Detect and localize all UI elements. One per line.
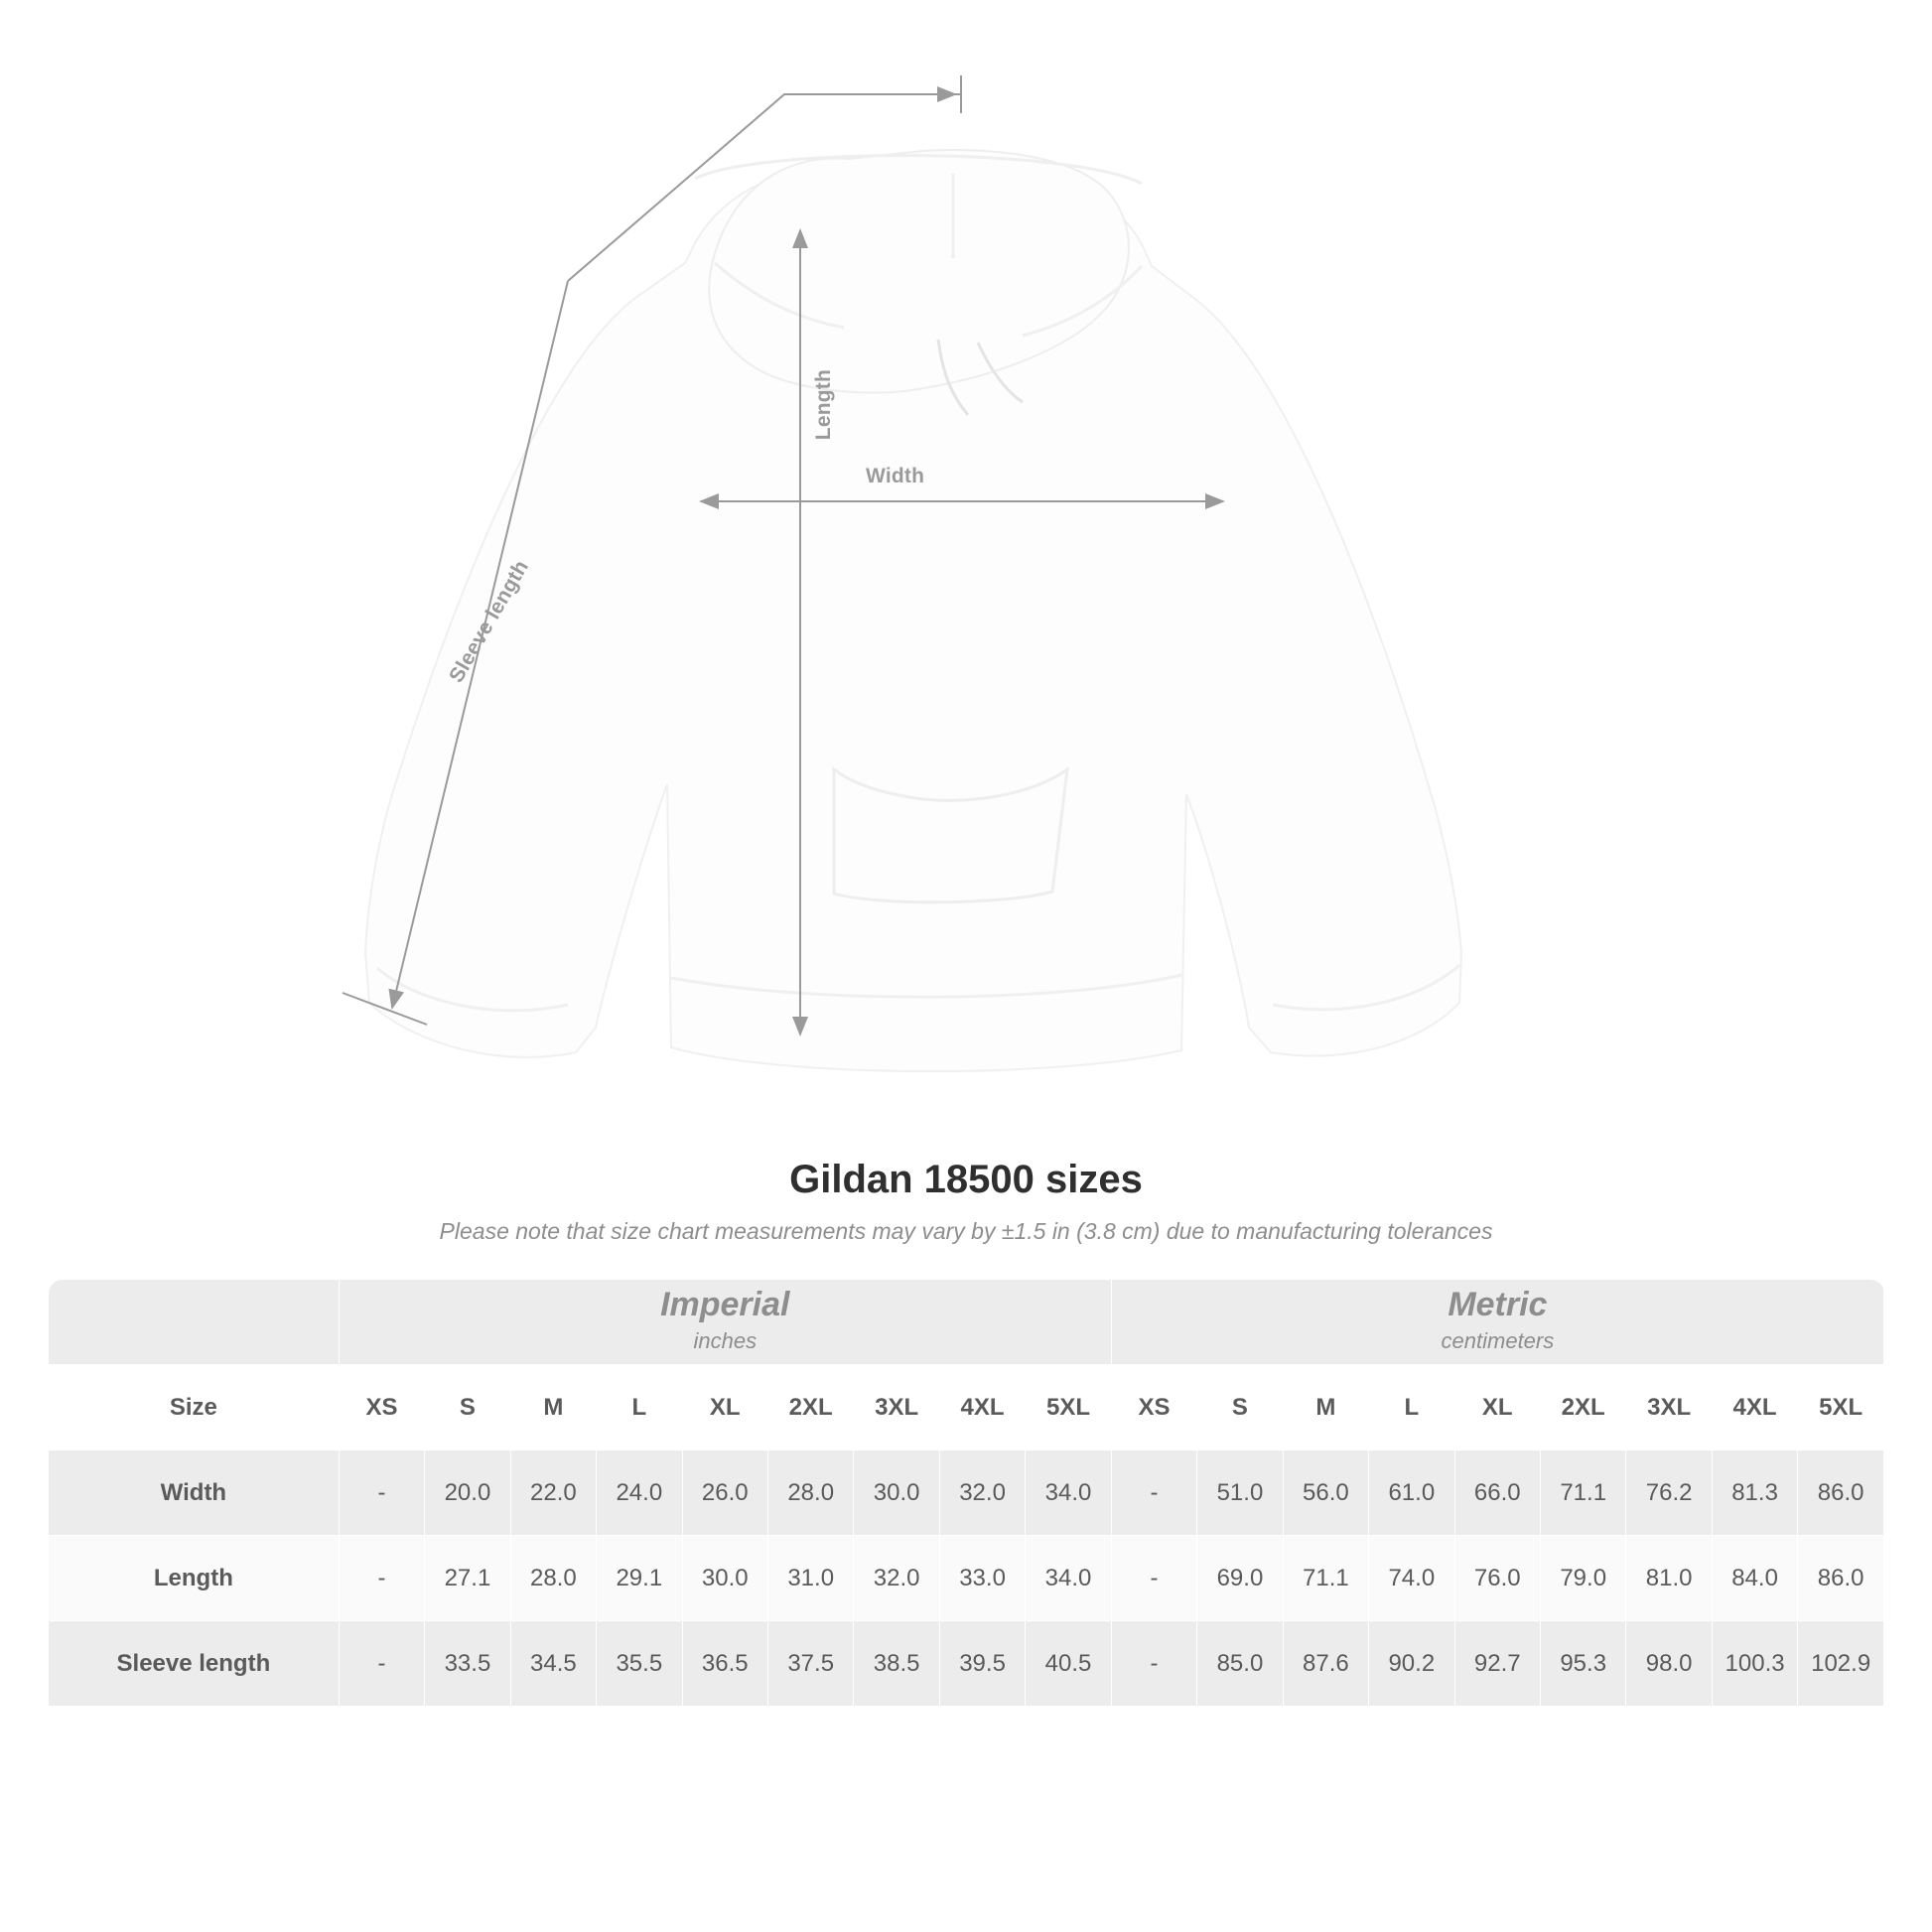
size-col-metric-5: 2XL: [1540, 1365, 1625, 1450]
cell-width-imperial-3: 24.0: [597, 1450, 682, 1536]
cell-width-metric-4: 66.0: [1454, 1450, 1540, 1536]
cell-width-imperial-1: 20.0: [425, 1450, 510, 1536]
cell-width-metric-3: 61.0: [1369, 1450, 1454, 1536]
cell-sleeve-imperial-1: 33.5: [425, 1621, 510, 1707]
hoodie-shape: [365, 150, 1461, 1071]
cell-width-metric-1: 51.0: [1197, 1450, 1283, 1536]
cell-sleeve-imperial-4: 36.5: [682, 1621, 767, 1707]
imperial-name: Imperial: [660, 1286, 790, 1324]
cell-width-imperial-5: 28.0: [767, 1450, 853, 1536]
size-col-imperial-2: M: [510, 1365, 596, 1450]
cell-length-metric-0: -: [1111, 1536, 1196, 1621]
row-label-sleeve-length: Sleeve length: [49, 1621, 340, 1707]
cell-width-imperial-4: 26.0: [682, 1450, 767, 1536]
cell-length-imperial-1: 27.1: [425, 1536, 510, 1621]
size-table: [48, 1279, 1884, 1707]
table-row: [49, 1450, 1884, 1536]
cell-width-metric-6: 76.2: [1626, 1450, 1712, 1536]
size-header-row: [49, 1365, 1884, 1450]
size-col-metric-8: 5XL: [1798, 1365, 1884, 1450]
cell-length-imperial-4: 30.0: [682, 1536, 767, 1621]
size-table-wrapper: [48, 1279, 1884, 1707]
length-label: Length: [812, 369, 835, 441]
cell-length-metric-6: 81.0: [1626, 1536, 1712, 1621]
title-block: [0, 1158, 1932, 1245]
size-col-metric-1: S: [1197, 1365, 1283, 1450]
cell-width-imperial-0: -: [339, 1450, 424, 1536]
size-col-metric-4: XL: [1454, 1365, 1540, 1450]
cell-width-metric-5: 71.1: [1540, 1450, 1625, 1536]
cell-sleeve-metric-7: 100.3: [1712, 1621, 1797, 1707]
size-col-imperial-3: L: [597, 1365, 682, 1450]
cell-length-metric-3: 74.0: [1369, 1536, 1454, 1621]
size-label: Size: [49, 1365, 340, 1450]
cell-length-imperial-3: 29.1: [597, 1536, 682, 1621]
cell-sleeve-imperial-2: 34.5: [510, 1621, 596, 1707]
size-col-imperial-0: XS: [339, 1365, 424, 1450]
size-col-metric-0: XS: [1111, 1365, 1196, 1450]
cell-length-metric-1: 69.0: [1197, 1536, 1283, 1621]
cell-length-imperial-8: 34.0: [1026, 1536, 1112, 1621]
size-col-imperial-6: 3XL: [854, 1365, 939, 1450]
cell-sleeve-metric-2: 87.6: [1283, 1621, 1368, 1707]
imperial-sub: inches: [693, 1327, 758, 1353]
cell-width-metric-0: -: [1111, 1450, 1196, 1536]
size-col-metric-7: 4XL: [1712, 1365, 1797, 1450]
cell-length-imperial-7: 33.0: [939, 1536, 1025, 1621]
cell-sleeve-metric-3: 90.2: [1369, 1621, 1454, 1707]
cell-length-metric-5: 79.0: [1540, 1536, 1625, 1621]
cell-width-metric-7: 81.3: [1712, 1450, 1797, 1536]
size-col-imperial-4: XL: [682, 1365, 767, 1450]
table-row: [49, 1621, 1884, 1707]
width-label: Width: [866, 465, 925, 487]
cell-sleeve-imperial-6: 38.5: [854, 1621, 939, 1707]
cell-width-imperial-2: 22.0: [510, 1450, 596, 1536]
cell-length-metric-7: 84.0: [1712, 1536, 1797, 1621]
size-col-imperial-1: S: [425, 1365, 510, 1450]
metric-sub: centimeters: [1441, 1327, 1555, 1353]
cell-width-imperial-6: 30.0: [854, 1450, 939, 1536]
size-col-imperial-5: 2XL: [767, 1365, 853, 1450]
unit-header-row: [49, 1280, 1884, 1365]
cell-sleeve-metric-6: 98.0: [1626, 1621, 1712, 1707]
metric-header: [1111, 1280, 1883, 1365]
cell-width-imperial-8: 34.0: [1026, 1450, 1112, 1536]
cell-sleeve-metric-5: 95.3: [1540, 1621, 1625, 1707]
size-col-metric-6: 3XL: [1626, 1365, 1712, 1450]
tolerance-note: Please note that size chart measurements may vary by ±1.5 in (3.8 cm) due to manufacturing tolerances: [439, 1218, 1493, 1244]
imperial-header: [339, 1280, 1111, 1365]
cell-width-metric-2: 56.0: [1283, 1450, 1368, 1536]
cell-sleeve-metric-8: 102.9: [1798, 1621, 1884, 1707]
cell-length-imperial-5: 31.0: [767, 1536, 853, 1621]
cell-sleeve-imperial-8: 40.5: [1026, 1621, 1112, 1707]
cell-length-imperial-2: 28.0: [510, 1536, 596, 1621]
cell-length-metric-2: 71.1: [1283, 1536, 1368, 1621]
cell-sleeve-imperial-0: -: [339, 1621, 424, 1707]
size-col-imperial-8: 5XL: [1026, 1365, 1112, 1450]
cell-sleeve-imperial-5: 37.5: [767, 1621, 853, 1707]
sleeve-length-label: Sleeve length: [445, 556, 533, 687]
cell-sleeve-imperial-3: 35.5: [597, 1621, 682, 1707]
row-label-width: Width: [49, 1450, 340, 1536]
cell-sleeve-metric-0: -: [1111, 1621, 1196, 1707]
size-col-metric-3: L: [1369, 1365, 1454, 1450]
cell-sleeve-metric-1: 85.0: [1197, 1621, 1283, 1707]
table-corner: [49, 1280, 340, 1365]
row-label-length: Length: [49, 1536, 340, 1621]
cell-length-metric-8: 86.0: [1798, 1536, 1884, 1621]
size-col-imperial-7: 4XL: [939, 1365, 1025, 1450]
cell-length-imperial-0: -: [339, 1536, 424, 1621]
cell-width-imperial-7: 32.0: [939, 1450, 1025, 1536]
cell-length-imperial-6: 32.0: [854, 1536, 939, 1621]
page-title: Gildan 18500 sizes: [789, 1158, 1143, 1201]
table-row: [49, 1536, 1884, 1621]
cell-width-metric-8: 86.0: [1798, 1450, 1884, 1536]
metric-name: Metric: [1448, 1286, 1548, 1324]
size-col-metric-2: M: [1283, 1365, 1368, 1450]
cell-sleeve-metric-4: 92.7: [1454, 1621, 1540, 1707]
cell-sleeve-imperial-7: 39.5: [939, 1621, 1025, 1707]
cell-length-metric-4: 76.0: [1454, 1536, 1540, 1621]
